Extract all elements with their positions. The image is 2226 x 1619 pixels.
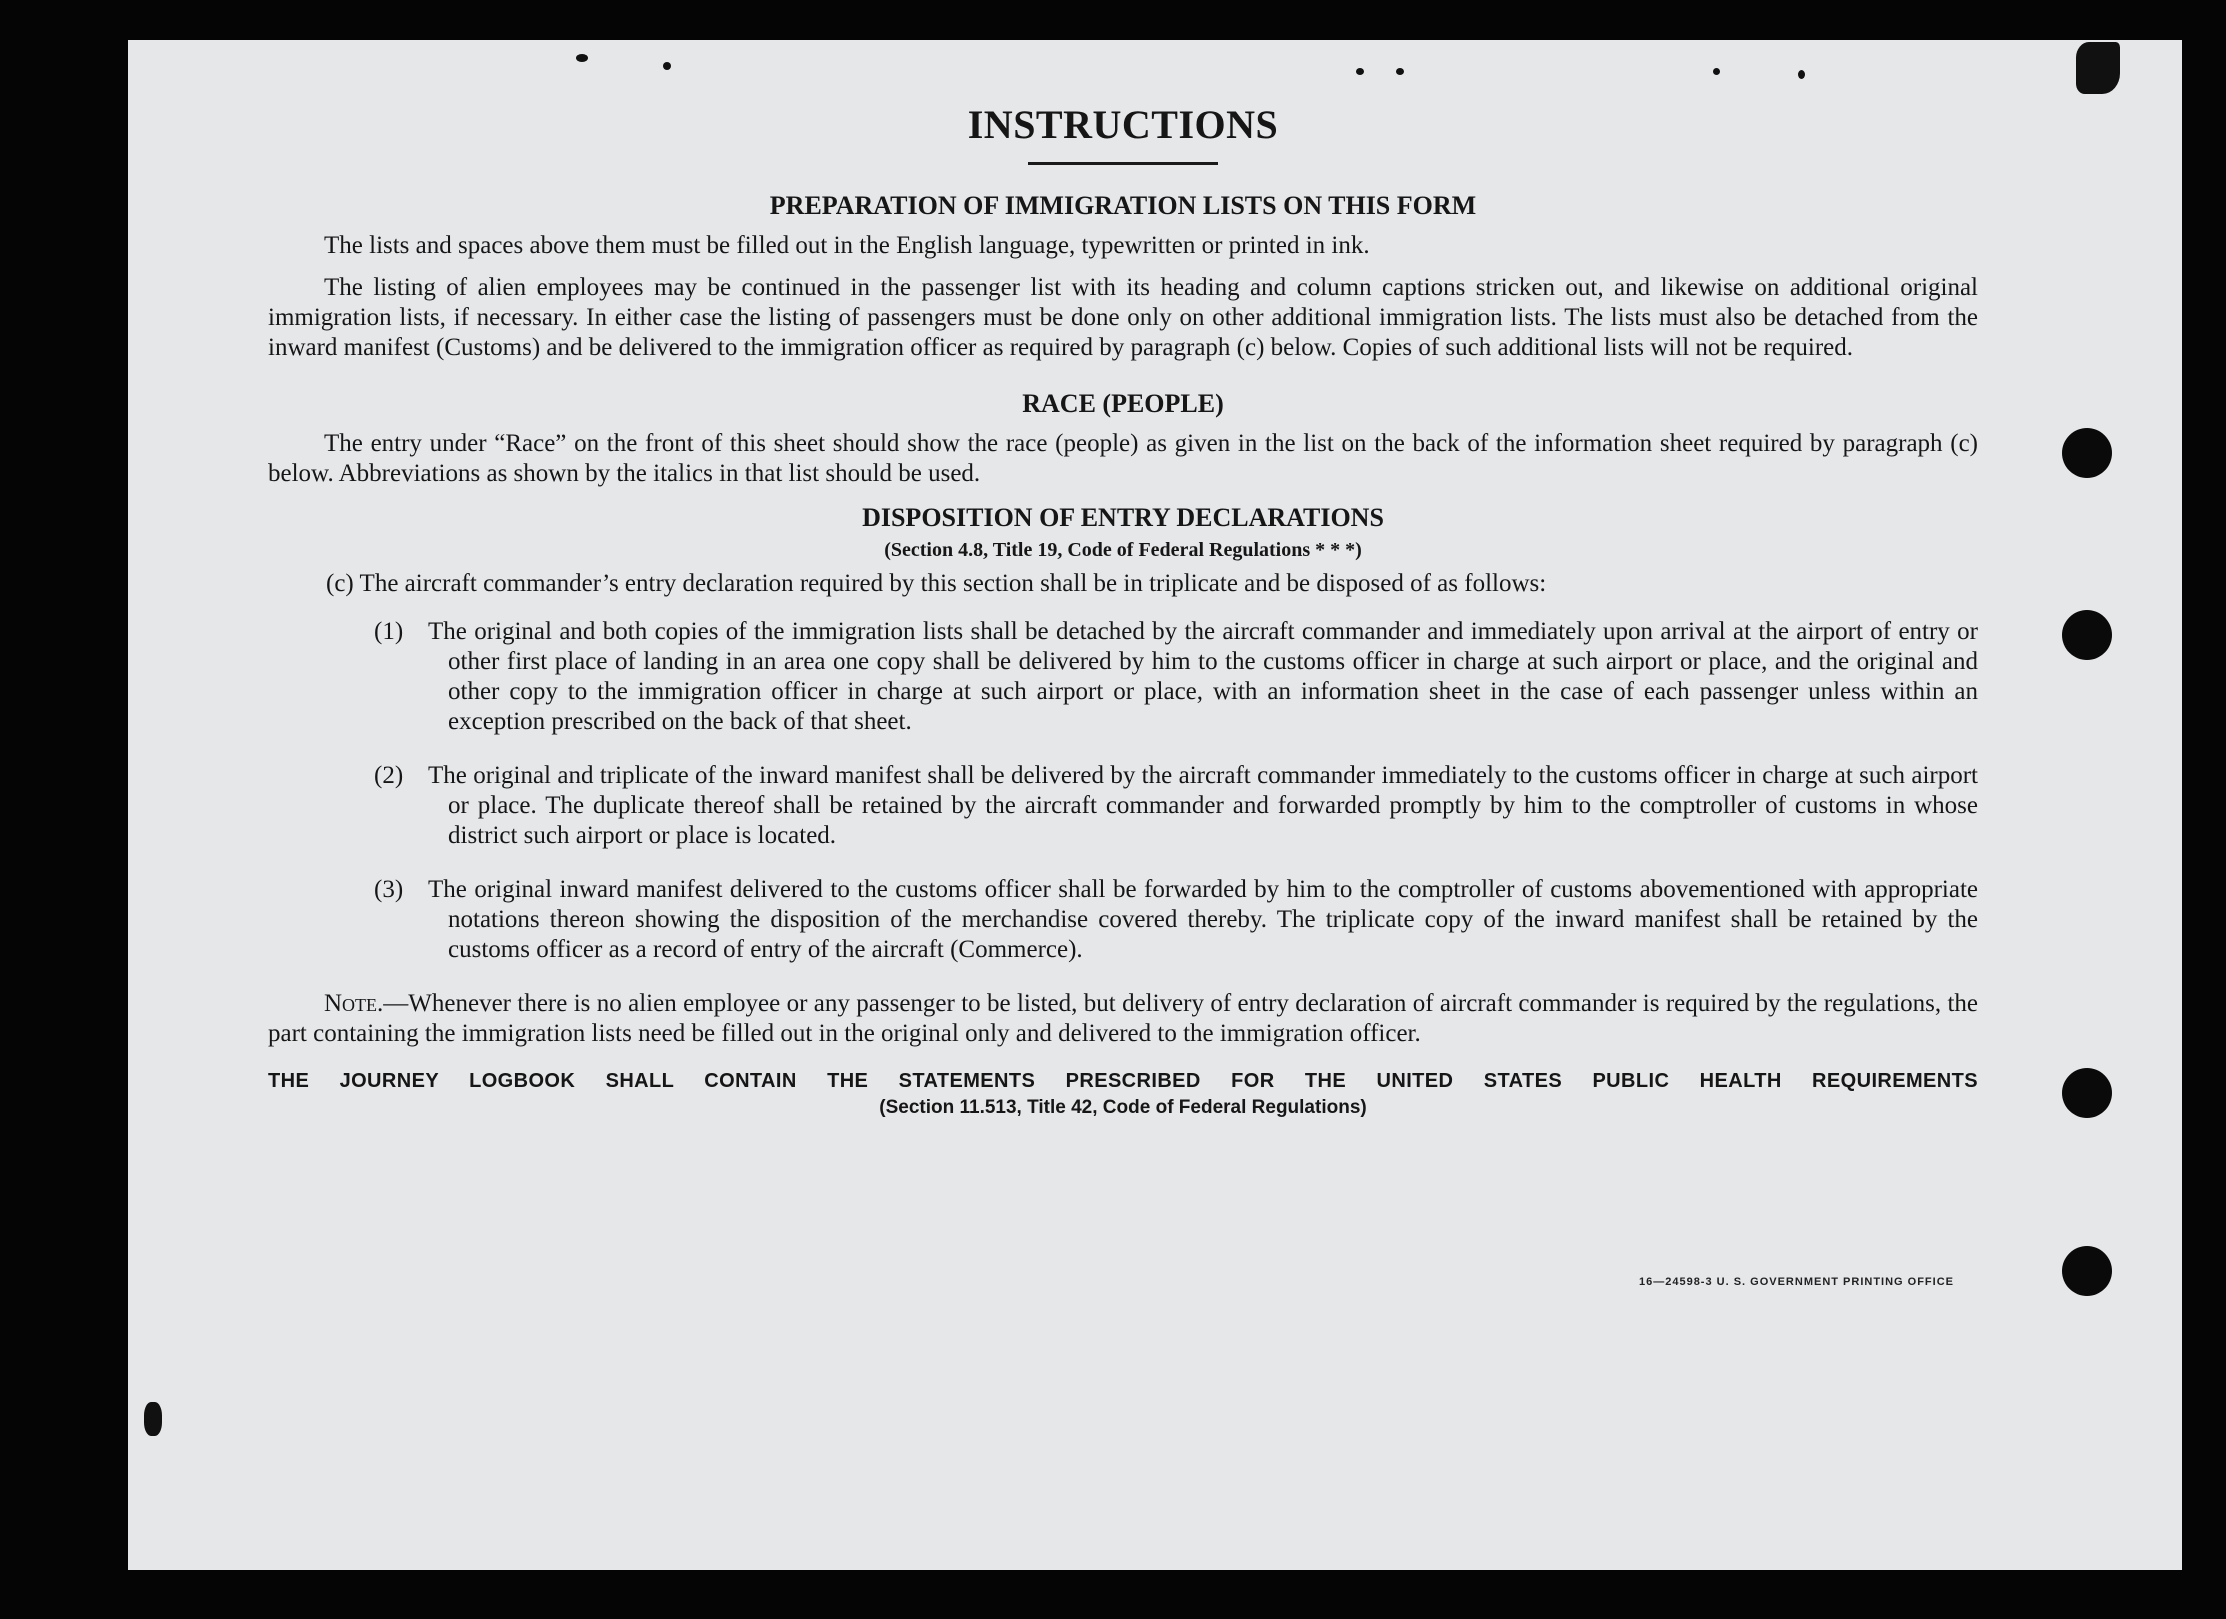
- paragraph: (c) The aircraft commander’s entry declaration required by this section shall be in triplicate and be disposed of as follows:: [326, 570, 1547, 597]
- scan-speck: [1713, 68, 1720, 75]
- scan-speck: [576, 54, 588, 62]
- punch-hole: [2062, 1246, 2112, 1296]
- paragraph: The listing of alien employees may be continued in the passenger list with its heading and column captions stricken out, and likewise on additional original immigration lists, if necessary. In either case the listing of passengers must be done only on other additional immigration lists. The lists must also be detached from the inward manifest (Customs) and be delivered to the immigration officer as required by paragraph (c) below. Copies of such additional lists will not be required.: [268, 274, 1978, 361]
- list-item-text: The original inward manifest delivered to the customs officer shall be forwarded by him to the comptroller of customs abovementioned with appropriate notations thereon showing the disposition of the merchandise covered thereby. The triplicate copy of the inward manifest shall be retained by the customs officer as a record of entry of the aircraft (Commerce).: [428, 876, 1978, 963]
- scan-speck: [1356, 68, 1364, 75]
- scan-speck: [2076, 42, 2120, 94]
- punch-hole: [2062, 610, 2112, 660]
- title-rule: [1028, 162, 1218, 165]
- section-heading-disposition: DISPOSITION OF ENTRY DECLARATIONS: [862, 503, 1384, 532]
- list-item-number: (1): [374, 618, 404, 645]
- section-heading-preparation: PREPARATION OF IMMIGRATION LISTS ON THIS FORM: [769, 191, 1477, 220]
- scan-speck: [1798, 70, 1805, 79]
- spacer: [268, 375, 1978, 389]
- punch-hole: [2062, 428, 2112, 478]
- note-paragraph: [268, 989, 1978, 1049]
- list-item-number: (2): [374, 762, 404, 789]
- note-label: Note.: [324, 990, 384, 1017]
- list-item-number: (3): [374, 876, 404, 903]
- list-item: [268, 875, 1978, 965]
- punch-hole: [2062, 1068, 2112, 1118]
- scan-speck: [663, 62, 671, 70]
- page-title: INSTRUCTIONS: [967, 102, 1279, 147]
- logbook-statement: THE JOURNEY LOGBOOK SHALL CONTAIN THE STATEMENTS PRESCRIBED FOR THE UNITED STATES PUBLIC HEALTH REQUIREMENTS: [268, 1070, 1978, 1092]
- section-citation: (Section 4.8, Title 19, Code of Federal Regulations * * *): [884, 539, 1362, 561]
- printer-imprint: 16—24598-3 U. S. GOVERNMENT PRINTING OFFICE: [1638, 1276, 1954, 1288]
- instructions-document: [268, 102, 1978, 1121]
- section-heading-race: RACE (PEOPLE): [1022, 389, 1224, 418]
- note-text: —Whenever there is no alien employee or any passenger to be listed, but delivery of entry declaration of aircraft commander is required by the regulations, the part containing the immigration lists need be filled out in the original only and delivered to the immigration officer.: [268, 990, 1978, 1047]
- scan-speck: [1396, 68, 1404, 75]
- list-item: [268, 761, 1978, 851]
- list-item: [268, 617, 1978, 737]
- scan-speck: [144, 1402, 162, 1436]
- logbook-citation: (Section 11.513, Title 42, Code of Federal Regulations): [879, 1097, 1367, 1118]
- document-sheet: [128, 40, 2182, 1570]
- paragraph: The entry under “Race” on the front of this sheet should show the race (people) as given in the list on the back of the information sheet required by paragraph (c) below. Abbreviations as shown by the italics in that list should be used.: [268, 430, 1978, 487]
- list-item-text: The original and both copies of the immigration lists shall be detached by the aircraft commander and immediately upon arrival at the airport of entry or other first place of landing in an area one copy shall be delivered by him to the customs officer in charge at such airport or place, and the original and other copy to the immigration officer in charge at such airport or place, with an information sheet in the case of each passenger unless within an exception prescribed on the back of that sheet.: [428, 618, 1978, 735]
- list-item-text: The original and triplicate of the inward manifest shall be delivered by the aircraft commander immediately to the customs officer in charge at such airport or place. The duplicate thereof shall be retained by the aircraft commander and forwarded promptly by him to the comptroller of customs in whose district such airport or place is located.: [428, 762, 1978, 849]
- paragraph: The lists and spaces above them must be filled out in the English language, typewritten or printed in ink.: [324, 232, 1370, 259]
